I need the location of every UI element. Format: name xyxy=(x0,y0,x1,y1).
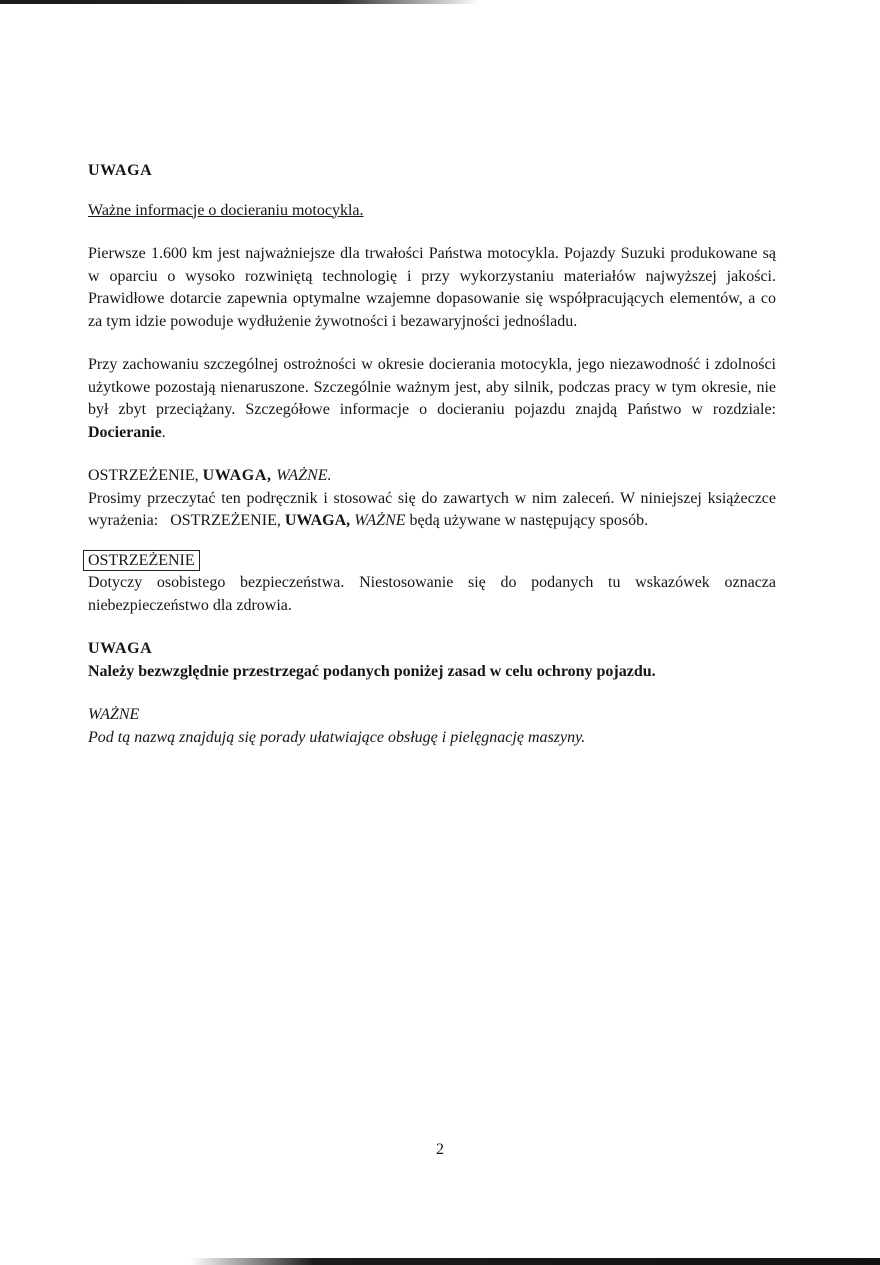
chapter-reference: Docieranie xyxy=(88,423,162,441)
intro-subheading: Ważne informacje o docieraniu motocykla. xyxy=(88,201,364,219)
important-text: Pod tą nazwą znajdują się porady ułatwiające obsługę i pielęgnację maszyny. xyxy=(88,728,586,746)
warning-text: Dotyczy osobistego bezpieczeństwa. Niestosowanie się do podanych tu wskazówek oznacza niebezpieczeństwo dla zdrowia. xyxy=(88,574,776,614)
terms-heading xyxy=(88,465,776,488)
caution-text: Należy bezwzględnie przestrzegać podanych poniżej zasad w celu ochrony pojazdu. xyxy=(88,662,656,680)
document-page xyxy=(88,160,776,749)
paragraph-care xyxy=(88,354,776,444)
terms-heading-important: WAŻNE. xyxy=(276,467,332,484)
paragraph-care-end: . xyxy=(161,423,166,441)
warning-label-box: OSTRZEŻENIE xyxy=(83,550,200,571)
caution-label: UWAGA xyxy=(88,640,153,657)
term-important: WAŻNE xyxy=(354,512,406,529)
term-warning: OSTRZEŻENIE, xyxy=(170,512,285,529)
scan-edge-bottom xyxy=(190,1258,880,1265)
terms-intro xyxy=(88,488,776,533)
terms-heading-caution: UWAGA, xyxy=(202,467,277,484)
terms-heading-warning: OSTRZEŻENIE, xyxy=(88,467,203,484)
important-label: WAŻNE xyxy=(88,706,140,723)
terms-intro-end: będą używane w następujący sposób. xyxy=(405,512,649,529)
scan-edge-top xyxy=(0,0,480,4)
term-caution: UWAGA, xyxy=(284,512,355,529)
intro-heading: UWAGA xyxy=(88,162,153,179)
warning-label-line xyxy=(88,550,776,573)
page-number: 2 xyxy=(436,1141,444,1158)
paragraph-running-in: Pierwsze 1.600 km jest najważniejsze dla trwałości Państwa motocykla. Pojazdy Suzuki produkowane są w oparciu o wysoko rozwiniętą technologię i przy wykorzystaniu materiałów najwyższej jakości. Prawidłowe dotarcie zapewnia optymalne wzajemne dopasowanie się współpracujących elementów, a co za tym idzie powoduje wydłużenie żywotności i bezawaryjności jednośladu. xyxy=(88,245,776,330)
terms-intro-text: Prosimy przeczytać ten podręcznik i stosować się do zawartych w nim zaleceń. W niniejszej książeczce wyrażenia: xyxy=(88,489,776,529)
paragraph-care-text: Przy zachowaniu szczególnej ostrożności w okresie docierania motocykla, jego niezawodność i zdolności użytkowe pozostają nienaruszone. Szczególnie ważnym jest, aby silnik, podczas pracy w tym okresie, nie był zbyt przeciążany. Szczegółowe informacje o docieraniu pojazdu znajdą Państwo w rozdziale: xyxy=(88,356,776,418)
